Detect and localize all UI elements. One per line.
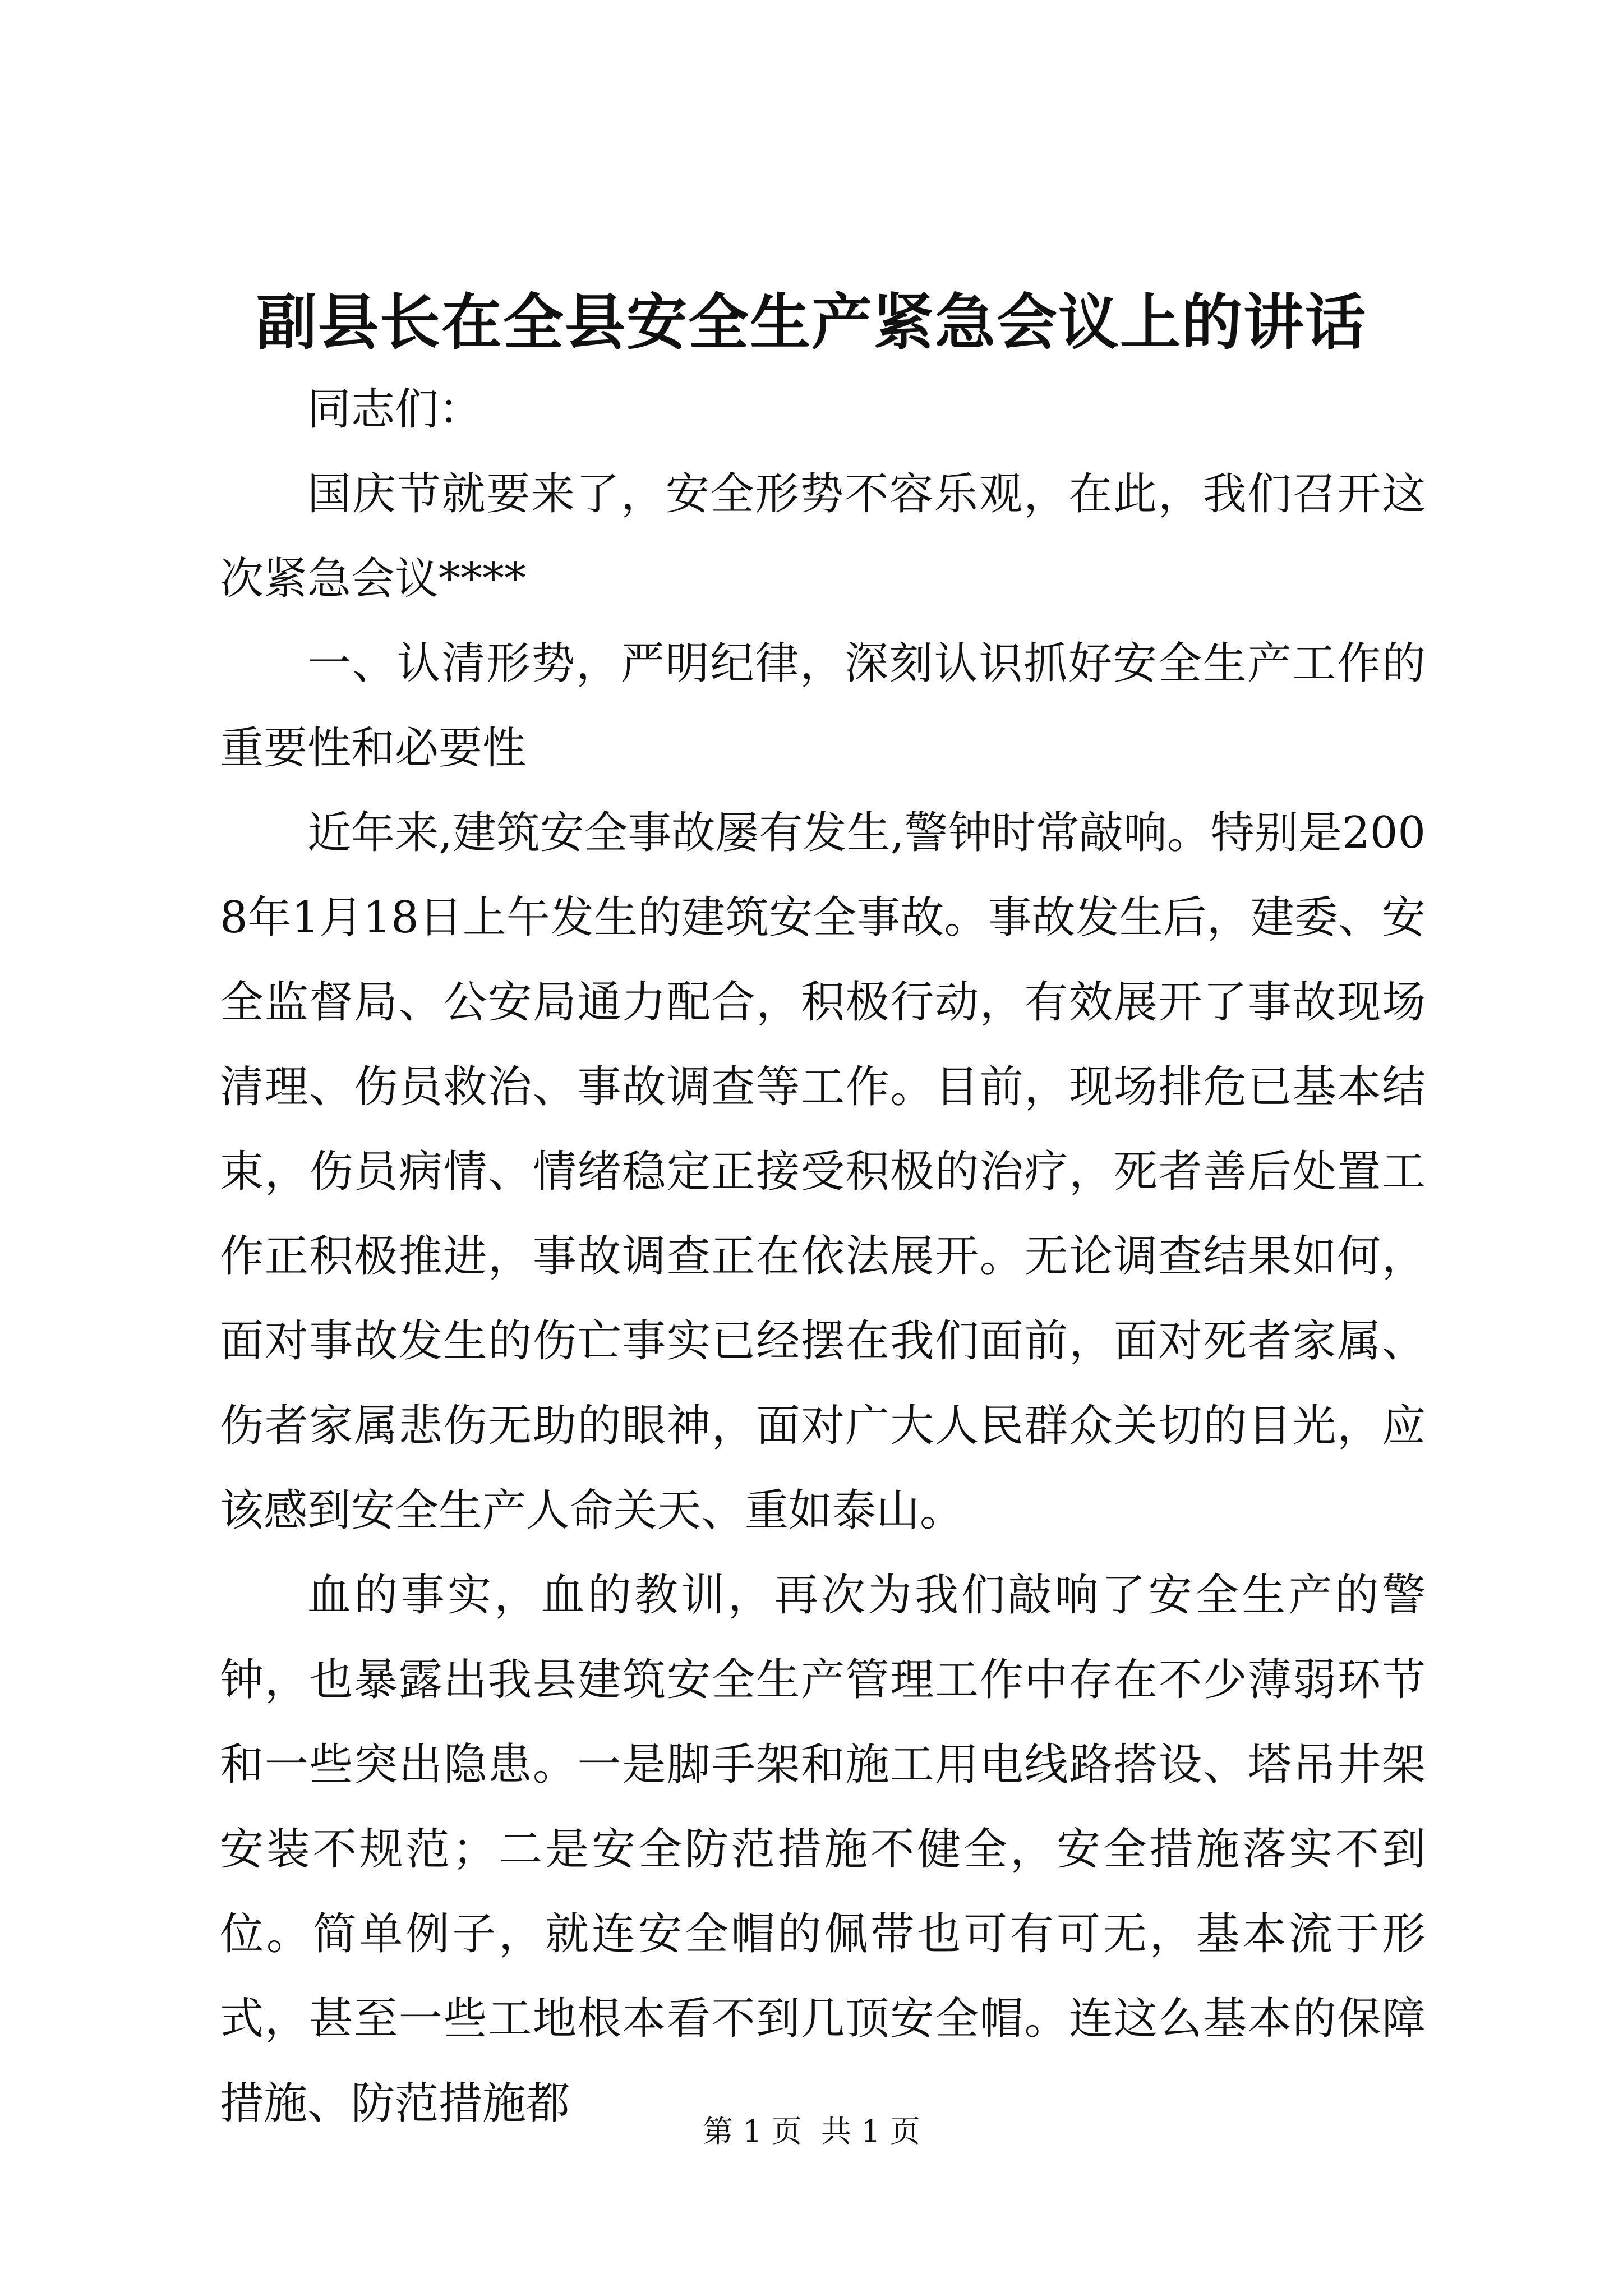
page-number: 第 1 页 共 1 页 xyxy=(703,2114,920,2149)
section-heading-1: 一、认清形势，严明纪律，深刻认识抓好安全生产工作的重要性和必要性 xyxy=(220,638,1426,774)
paragraph-intro: 国庆节就要来了，安全形势不容乐观，在此，我们召开这次紧急会议**** xyxy=(220,469,1426,604)
document-title: 副县长在全县安全生产紧急会议上的讲话 xyxy=(256,287,1367,358)
paragraph-lessons: 血的事实，血的教训，再次为我们敲响了安全生产的警钟，也暴露出我县建筑安全生产管理工作中存在不少薄弱环节和一些突出隐患。一是脚手架和施工用电线路搭设、塔吊井架安装不规范；二是安全防范措施不健全，安全措施落实不到位。简单例子，就连安全帽的佩带也可有可无，基本流于形式，甚至一些工地根本看不到几顶安全帽。连这么基本的保障措施、防范措施都 xyxy=(220,1570,1426,2129)
paragraph-accident: 近年来,建筑安全事故屡有发生,警钟时常敲响。特别是2008年1月18日上午发生的建筑安全事故。事故发生后，建委、安全监督局、公安局通力配合，积极行动，有效展开了事故现场清理、伤员救治、事故调查等工作。目前，现场排危已基本结束，伤员病情、情绪稳定正接受积极的治疗，死者善后处置工作正积极推进，事故调查正在依法展开。无论调查结果如何，面对事故发生的伤亡事实已经摆在我们面前，面对死者家属、伤者家属悲伤无助的眼神，面对广大人民群众关切的目光，应该感到安全生产人命关天、重如泰山。 xyxy=(220,808,1426,1536)
salutation: 同志们： xyxy=(307,384,483,435)
page-footer xyxy=(0,2109,1623,2154)
document-body xyxy=(220,367,1426,2146)
